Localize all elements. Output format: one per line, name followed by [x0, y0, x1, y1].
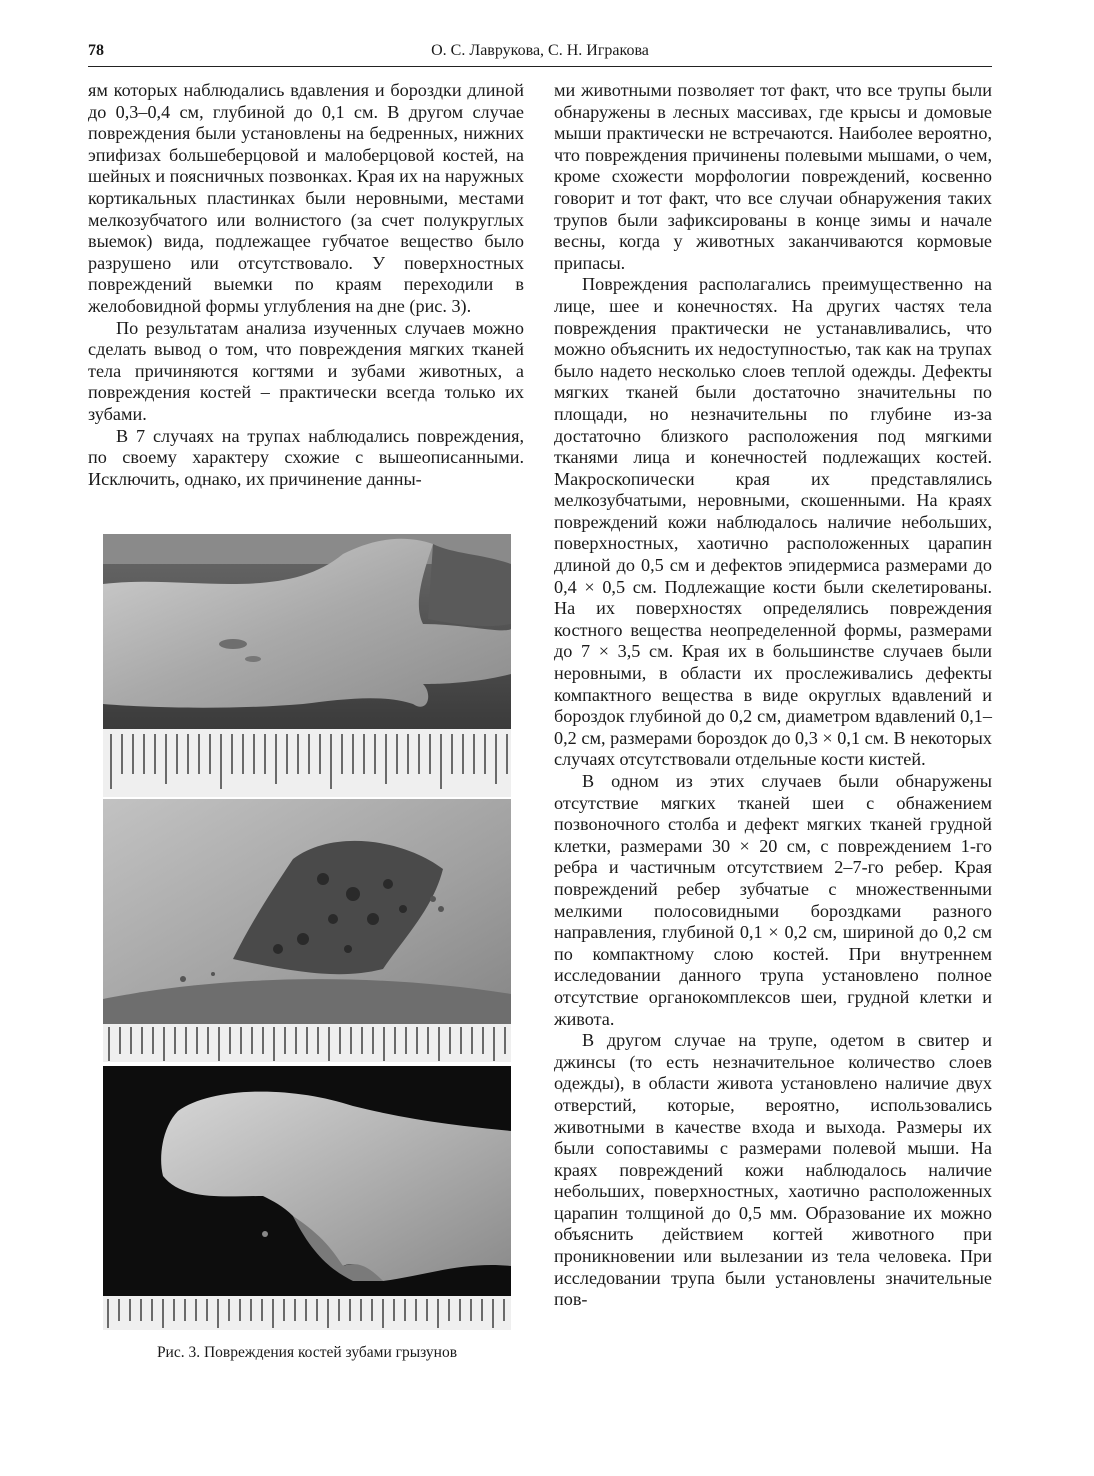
right-column [554, 80, 992, 1311]
paragraph: ми животными позволяет тот факт, что все трупы были обнаружены в лесных массивах, где крысы и домовые мыши практически не встречаются. Наиболее вероятно, что повреждения причинены полевыми мышами, о чем, кроме схожести морфологии повреждений, косвенно говорит и тот факт, что все случаи обнаружения таких трупов были зафиксированы в конце зимы и начале весны, когда у животных заканчиваются кормовые припасы. [554, 80, 992, 273]
running-head: О. С. Лаврукова, С. Н. Игракова [431, 42, 649, 59]
figure-caption: Рис. 3. Повреждения костей зубами грызунов [156, 1344, 458, 1361]
paragraph: В одном из этих случаев были обнаружены отсутствие мягких тканей шеи с обнажением позвоночного столба и дефект мягких тканей грудной клетки, размерами 30 × 20 см, с повреждением 1-го ребра и частичным отсутствием 2–7-го ребер. Края повреждений ребер зубчатые с множественными мелкими полосовидными бороздками разного направления, глубиной 0,1 × 0,2 см, шириной до 0,2 см по компактному слою костей. При внутреннем исследовании данного трупа установлено полное отсутствие органокомплексов шеи, грудной клетки и живота. [554, 771, 992, 1029]
bone-photo-middle [103, 799, 511, 1062]
paragraph: Повреждения располагались преимущественно на лице, шее и конечностях. На других частях тела повреждения практически не устанавливались, что можно объяснить их недоступностью, так как на трупах было надето несколько слоев теплой одежды. Дефекты мягких тканей были достаточно значительны по площади, но незначительны по глубине из-за достаточно близкого расположения под мягкими тканями лица и конечностей подлежащих костей. Макроскопически края их представлялись мелкозубчатыми, неровными, скошенными. На краях повреждений кожи наблюдалось наличие небольших, поверхностных, хаотично расположенных царапин длиной до 0,5 см и дефектов эпидермиса размерами до 0,4 × 0,5 см. Подлежащие кости были скелетированы. На их поверхностях определялись повреждения костного вещества неопределенной формы, размерами до 7 × 3,5 см. Края их в большинстве случаев были неровными, в области их прослеживались дефекты компактного вещества в виде округлых вдавлений и бороздок глубиной до 0,2 см, диаметром вдавлений 0,1–0,2 см, размерами бороздок до 0,3 × 0,1 см. В некоторых случаях отсутствовали отдельные кости кистей. [554, 274, 992, 770]
page-header [88, 36, 992, 67]
bone-photo-bottom [103, 1066, 511, 1330]
paragraph: ям которых наблюдались вдавления и бороздки длиной до 0,3–0,4 см, глубиной до 0,1 см. В другом случае повреждения были установлены на бедренных, нижних эпифизах большеберцовой и малоберцовой костей, на шейных и поясничных позвонках. Края их на наружных кортикальных пластинках были неровными, местами мелкозубчатого или волнистого (за счет полукруглых выемок) вида, подлежащее губчатое вещество было разрушено или отсутствовало. У поверхностных повреждений выемки по краям переходили в желобовидной формы углубления на дне (рис. 3). [88, 80, 524, 316]
bone-photo-top [103, 534, 511, 797]
page-number: 78 [88, 42, 104, 59]
paragraph: В другом случае на трупе, одетом в свитер и джинсы (то есть незначительное количество слоев одежды), в области живота установлено наличие двух отверстий, которые, вероятно, использовались животными в качестве входа и выхода. Размеры их были сопоставимы с размерами полевой мыши. На краях повреждений кожи наблюдалось наличие небольших, поверхностных, хаотично расположенных царапин толщиной до 0,5 мм. Образование их можно объяснить действием когтей животного при проникновении или вылезании из тела человека. При исследовании трупа были установлены значительные пов- [554, 1030, 992, 1310]
left-column [88, 80, 524, 490]
paragraph: В 7 случаях на трупах наблюдались повреждения, по своему характеру схожие с вышеописанными. Исключить, однако, их причинение данны- [88, 425, 524, 489]
paragraph: По результатам анализа изученных случаев можно сделать вывод о том, что повреждения мягких тканей тела причиняются когтями и зубами животных, а повреждения костей – практически всегда только их зубами. [88, 317, 524, 424]
